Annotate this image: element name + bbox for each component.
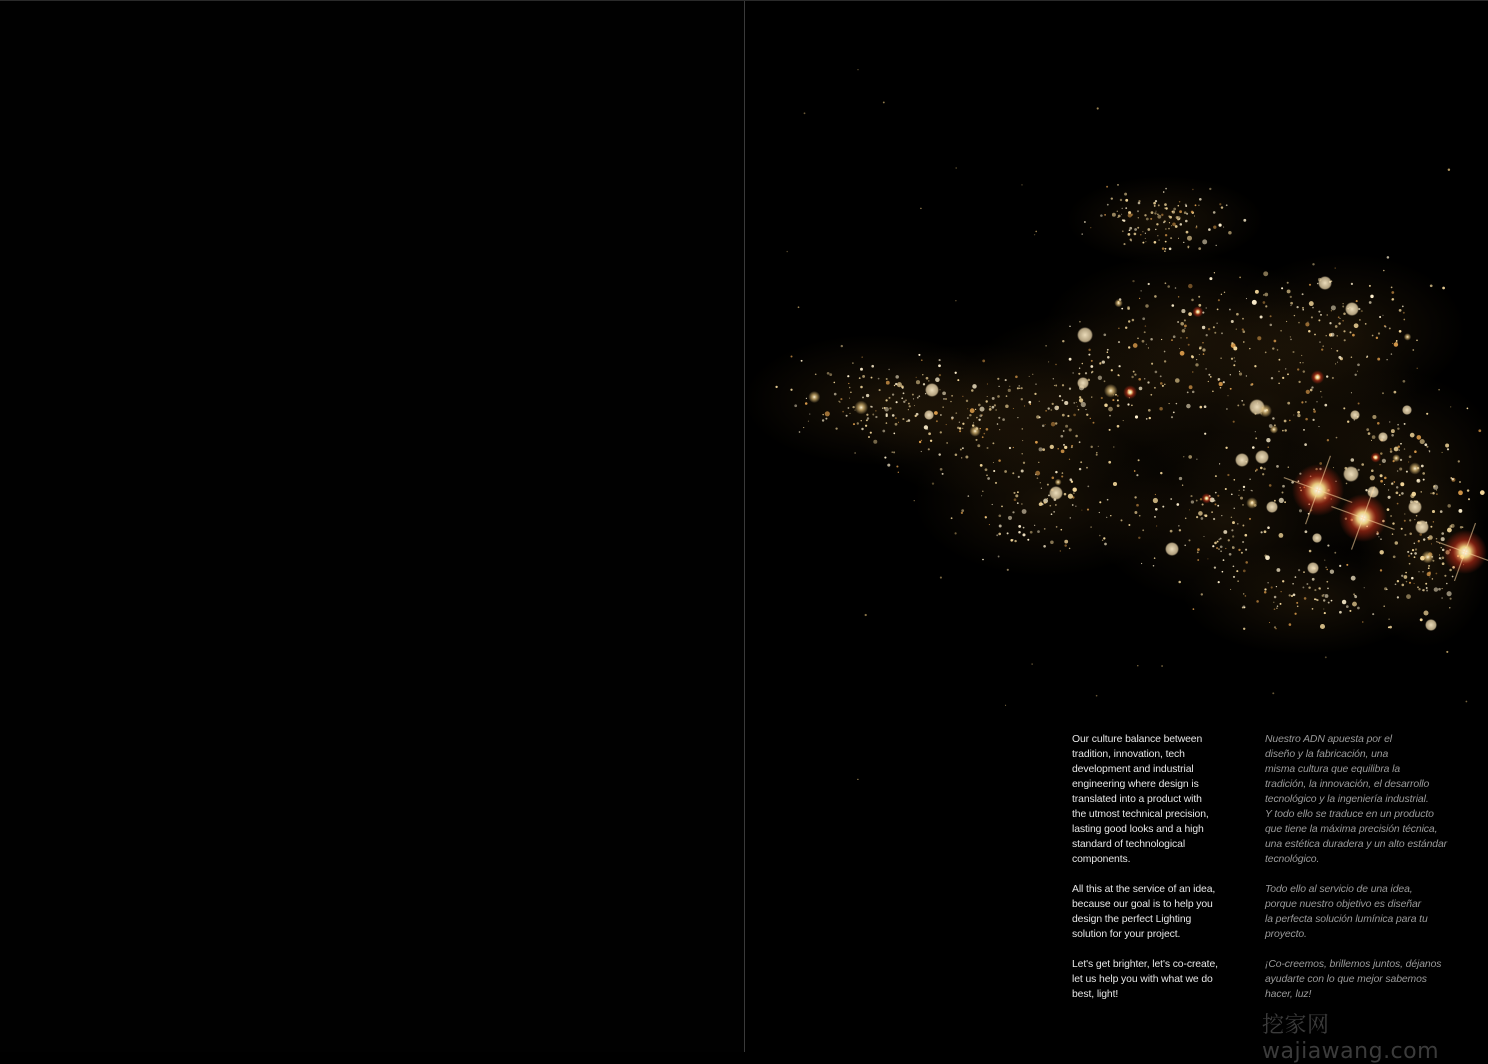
left-page xyxy=(0,0,744,1052)
spanish-paragraph-1: Nuestro ADN apuesta por el diseño y la fabricación, una misma cultura que equilibra la tradición, la innovación, el desarrollo tecnológico y la ingeniería industrial. Y todo ello se traduce en un producto que tiene la máxima precisión técnica, una estética duradera y un alto estándar tecnológico. xyxy=(1265,734,1448,865)
spanish-paragraph-3: ¡Co-creemos, brillemos juntos, déjanos ayudarte con lo que mejor sabemos hacer, luz! xyxy=(1265,959,1442,1000)
english-text-column xyxy=(1072,732,1247,1017)
english-paragraph-2: All this at the service of an idea, because our goal is to help you design the perfect Lighting solution for your project. xyxy=(1072,884,1216,940)
watermark: 挖家网 wajiawang.com xyxy=(1262,1013,1440,1064)
english-paragraph-3: Let's get brighter, let's co-create, let us help you with what we do best, light! xyxy=(1072,959,1218,1000)
spanish-text-column xyxy=(1265,732,1465,1017)
gold-sparkle-cloud-image xyxy=(745,0,1488,800)
english-paragraph-1: Our culture balance between tradition, innovation, tech development and industrial engineering where design is translated into a product with the utmost technical precision, lasting good looks and a high standard of technological components. xyxy=(1072,734,1209,865)
spanish-paragraph-2: Todo ello al servicio de una idea, porque nuestro objetivo es diseñar la perfecta solución lumínica para tu proyecto. xyxy=(1265,884,1428,940)
